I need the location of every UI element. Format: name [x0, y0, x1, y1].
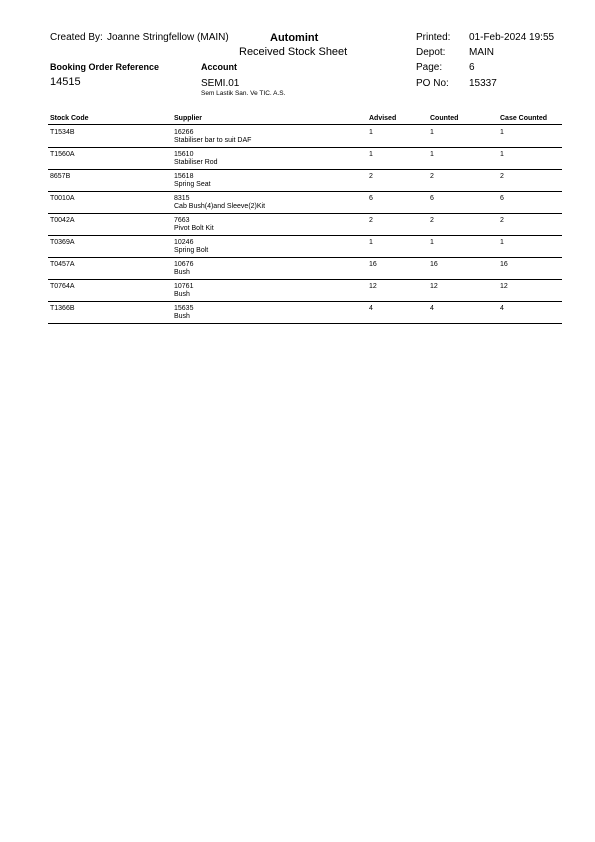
printed-value: 01-Feb-2024 19:55	[469, 32, 555, 43]
table-row	[48, 170, 562, 192]
col-header-stock-code: Stock Code	[50, 115, 89, 122]
item-description: Spring Bolt	[174, 247, 209, 254]
supplier-cell	[174, 305, 193, 321]
depot-value: MAIN	[469, 47, 494, 58]
page-title: Received Stock Sheet	[239, 46, 348, 58]
stock-code: T0369A	[50, 239, 75, 246]
supplier-cell	[174, 151, 218, 167]
advised-qty: 1	[369, 129, 373, 136]
supplier-code: 10246	[174, 239, 194, 246]
advised-qty: 4	[369, 305, 373, 312]
table-row	[48, 258, 562, 280]
supplier-cell	[174, 195, 265, 211]
supplier-code: 10676	[174, 261, 194, 268]
item-description: Bush	[174, 269, 190, 276]
case-counted-qty: 1	[500, 151, 504, 158]
company-name: Automint	[270, 32, 319, 44]
supplier-code: 15635	[174, 305, 194, 312]
counted-qty: 12	[430, 283, 438, 290]
item-description: Bush	[174, 291, 190, 298]
stock-code: T1560A	[50, 151, 75, 158]
table-row	[48, 236, 562, 258]
booking-ref-value: 14515	[50, 76, 81, 88]
counted-qty: 6	[430, 195, 434, 202]
stock-code: T0457A	[50, 261, 75, 268]
po-label: PO No:	[416, 78, 449, 89]
case-counted-qty: 1	[500, 239, 504, 246]
stock-code: T0764A	[50, 283, 75, 290]
case-counted-qty: 6	[500, 195, 504, 202]
item-description: Pivot Bolt Kit	[174, 225, 214, 232]
created-by-value: Joanne Stringfellow (MAIN)	[107, 32, 229, 43]
table-row	[48, 214, 562, 236]
page-value: 6	[469, 62, 475, 73]
created-by-label: Created By:	[50, 32, 103, 43]
item-description: Spring Seat	[174, 181, 211, 188]
advised-qty: 1	[369, 239, 373, 246]
supplier-code: 10761	[174, 283, 194, 290]
item-description: Stabiliser bar to suit DAF	[174, 137, 252, 144]
account-name: Sem Lastik San. Ve TIC. A.S.	[201, 90, 286, 97]
case-counted-qty: 16	[500, 261, 508, 268]
counted-qty: 4	[430, 305, 434, 312]
advised-qty: 16	[369, 261, 377, 268]
supplier-code: 7663	[174, 217, 190, 224]
supplier-cell	[174, 217, 214, 233]
supplier-code: 15610	[174, 151, 194, 158]
table-row	[48, 302, 562, 324]
stock-code: T1534B	[50, 129, 75, 136]
page-label: Page:	[416, 62, 443, 73]
case-counted-qty: 12	[500, 283, 508, 290]
case-counted-qty: 2	[500, 217, 504, 224]
table-row	[48, 280, 562, 302]
table-row	[48, 148, 562, 170]
supplier-cell	[174, 283, 193, 299]
advised-qty: 2	[369, 173, 373, 180]
counted-qty: 2	[430, 173, 434, 180]
stock-code: T1366B	[50, 305, 75, 312]
supplier-cell	[174, 261, 193, 277]
counted-qty: 2	[430, 217, 434, 224]
counted-qty: 1	[430, 129, 434, 136]
depot-label: Depot:	[416, 47, 446, 58]
col-header-counted: Counted	[430, 115, 459, 122]
printed-label: Printed:	[416, 32, 451, 43]
stock-code: 8657B	[50, 173, 71, 180]
counted-qty: 16	[430, 261, 438, 268]
stock-code: T0042A	[50, 217, 75, 224]
account-label: Account	[201, 62, 237, 72]
supplier-code: 16266	[174, 129, 194, 136]
supplier-cell	[174, 239, 208, 255]
counted-qty: 1	[430, 239, 434, 246]
case-counted-qty: 4	[500, 305, 504, 312]
col-header-supplier: Supplier	[174, 115, 203, 122]
advised-qty: 1	[369, 151, 373, 158]
col-header-advised: Advised	[369, 115, 397, 122]
stock-table-body	[48, 126, 562, 324]
table-row	[48, 192, 562, 214]
advised-qty: 12	[369, 283, 377, 290]
case-counted-qty: 2	[500, 173, 504, 180]
po-value: 15337	[469, 78, 497, 89]
case-counted-qty: 1	[500, 129, 504, 136]
header-divider	[48, 124, 562, 125]
col-header-case-counted: Case Counted	[500, 115, 548, 122]
table-row	[48, 126, 562, 148]
advised-qty: 2	[369, 217, 373, 224]
stock-code: T0010A	[50, 195, 75, 202]
item-description: Cab Bush(4)and Sleeve(2)Kit	[174, 203, 266, 210]
account-code: SEMI.01	[201, 78, 240, 89]
counted-qty: 1	[430, 151, 434, 158]
supplier-cell	[174, 129, 251, 145]
item-description: Stabiliser Rod	[174, 159, 218, 166]
supplier-cell	[174, 173, 211, 189]
advised-qty: 6	[369, 195, 373, 202]
item-description: Bush	[174, 313, 190, 320]
booking-ref-label: Booking Order Reference	[50, 62, 160, 72]
supplier-code: 8315	[174, 195, 190, 202]
supplier-code: 15618	[174, 173, 194, 180]
